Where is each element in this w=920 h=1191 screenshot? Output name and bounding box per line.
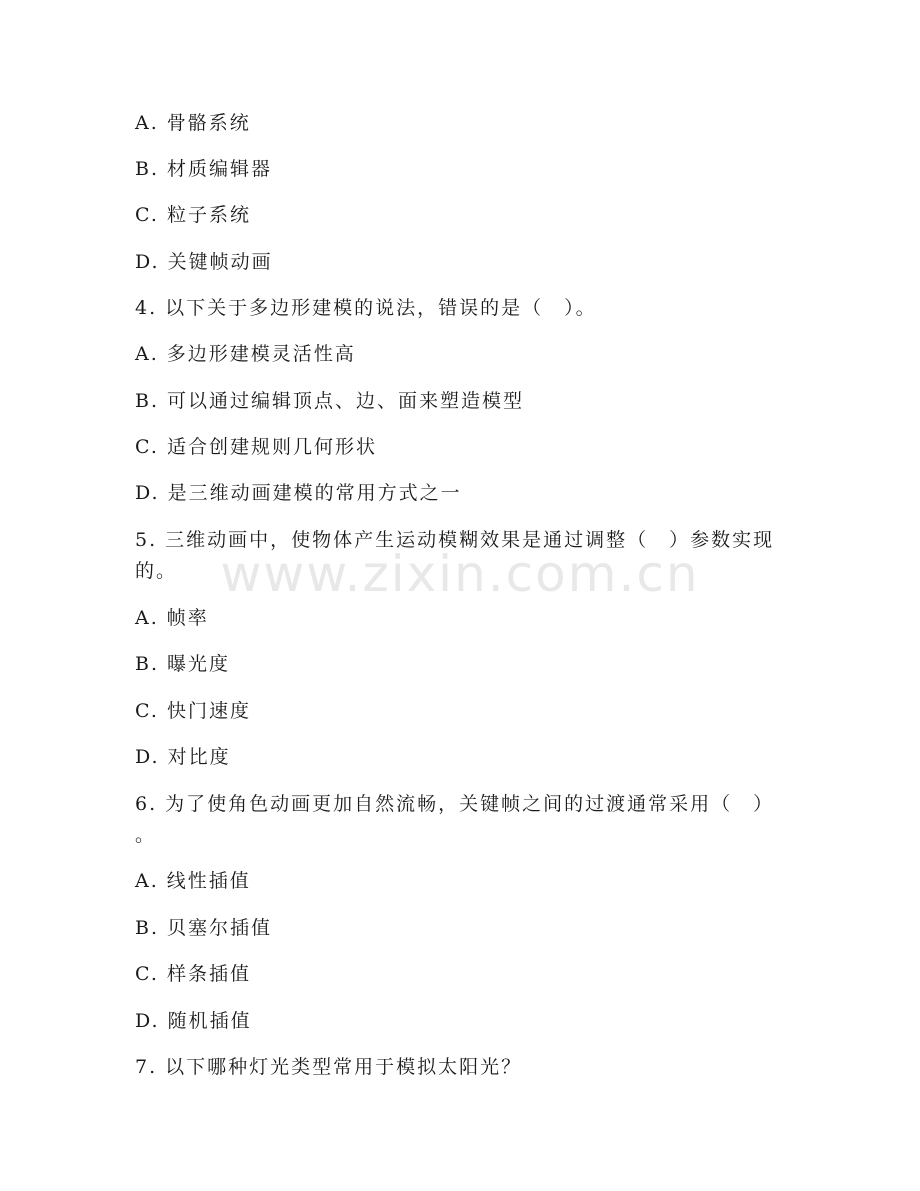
option-a-q4: A. 多边形建模灵活性高 (135, 343, 356, 365)
question-5-continued: 的。 (135, 560, 178, 582)
option-b-q6: B. 贝塞尔插值 (135, 917, 273, 939)
option-d-q5: D. 对比度 (135, 746, 231, 768)
watermark: www.zixin.com.cn (220, 545, 700, 603)
question-5: 5. 三维动画中，使物体产生运动模糊效果是通过调整（ ）参数实现 (135, 529, 775, 551)
option-b-q3: B. 材质编辑器 (135, 158, 273, 180)
option-a-q5: A. 帧率 (135, 607, 209, 629)
option-c-q3: C. 粒子系统 (135, 204, 251, 226)
option-d-q4: D. 是三维动画建模的常用方式之一 (135, 482, 462, 504)
option-c-q4: C. 适合创建规则几何形状 (135, 436, 377, 458)
question-6-continued: 。 (135, 824, 157, 846)
question-6: 6. 为了使角色动画更加自然流畅，关键帧之间的过渡通常采用（ ） (135, 793, 775, 815)
option-d-q3: D. 关键帧动画 (135, 251, 273, 273)
option-c-q6: C. 样条插值 (135, 963, 251, 985)
option-b-q5: B. 曝光度 (135, 653, 231, 675)
option-a-q6: A. 线性插值 (135, 870, 251, 892)
question-4: 4. 以下关于多边形建模的说法，错误的是（ ）。 (135, 297, 597, 319)
option-d-q6: D. 随机插值 (135, 1010, 252, 1032)
question-7: 7. 以下哪种灯光类型常用于模拟太阳光？ (135, 1056, 523, 1078)
option-b-q4: B. 可以通过编辑顶点、边、面来塑造模型 (135, 390, 525, 412)
option-c-q5: C. 快门速度 (135, 700, 251, 722)
option-a-q3: A. 骨骼系统 (135, 112, 251, 134)
